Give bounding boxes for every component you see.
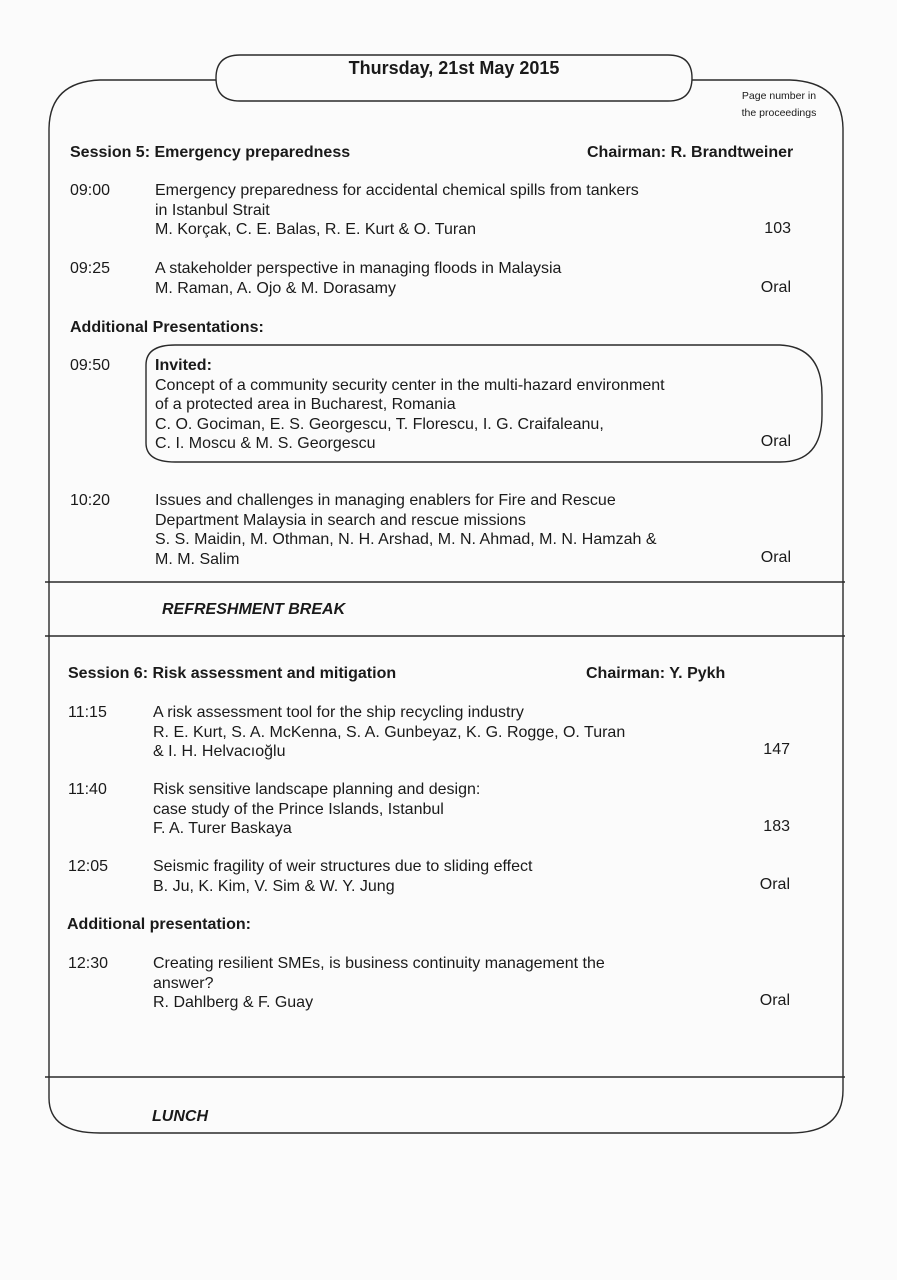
talk-entry <box>153 954 605 1013</box>
talk-entry <box>155 181 639 240</box>
talk-authors: M. M. Salim <box>155 550 240 568</box>
talk-title-line: Department Malaysia in search and rescue missions <box>155 511 526 529</box>
talk-title-line: of a protected area in Bucharest, Romania <box>155 396 456 413</box>
talk-page-number: Oral <box>759 992 790 1009</box>
page-date-title: Thursday, 21st May 2015 <box>348 58 560 78</box>
talk-title-line: Concept of a community security center in the multi-hazard environment <box>155 376 665 394</box>
talk-authors: C. I. Moscu & M. S. Georgescu <box>155 435 376 452</box>
talk-page-number: Oral <box>760 433 791 450</box>
talk-title-line: in Istanbul Strait <box>155 201 270 219</box>
talk-page-number: 103 <box>764 220 791 237</box>
talk-entry <box>155 491 657 569</box>
invited-label: Invited: <box>155 357 212 374</box>
talk-authors: M. Korçak, C. E. Balas, R. E. Kurt & O. Turan <box>155 221 476 238</box>
talk-title-line: Risk sensitive landscape planning and design: <box>153 781 481 798</box>
session6-chair: Chairman: Y. Pykh <box>586 665 726 682</box>
talk-title-line: Seismic fragility of weir structures due to sliding effect <box>153 858 533 875</box>
talk-time: 09:00 <box>70 182 111 199</box>
session6-title: Session 6: Risk assessment and mitigation <box>68 665 397 682</box>
talk-title-line: A risk assessment tool for the ship recycling industry <box>153 704 524 721</box>
page-number-note <box>724 88 834 122</box>
talk-title-line: Emergency preparedness for accidental chemical spills from tankers <box>155 182 639 199</box>
talk-title-line: Issues and challenges in managing enablers for Fire and Rescue <box>155 492 616 509</box>
talk-title-line: Creating resilient SMEs, is business continuity management the <box>153 955 605 972</box>
talk-page-number: Oral <box>759 876 790 893</box>
additional-presentations-label: Additional Presentations: <box>70 319 264 336</box>
talk-page-number: Oral <box>760 549 791 566</box>
talk-authors: B. Ju, K. Kim, V. Sim & W. Y. Jung <box>153 877 395 895</box>
talk-page-number: 147 <box>763 741 790 758</box>
talk-authors: F. A. Turer Baskaya <box>153 820 292 837</box>
session5-title: Session 5: Emergency preparedness <box>70 144 351 161</box>
talk-title-line: case study of the Prince Islands, Istanbul <box>153 800 444 818</box>
talk-time: 12:30 <box>68 955 109 972</box>
talk-time: 09:25 <box>70 260 111 277</box>
page-number-note-line1: Page number in <box>741 90 817 102</box>
talk-authors: R. Dahlberg & F. Guay <box>153 994 314 1011</box>
talk-authors: C. O. Gociman, E. S. Georgescu, T. Florescu, I. G. Craifaleanu, <box>155 415 604 433</box>
talk-title-line: answer? <box>153 974 214 992</box>
session5-chair: Chairman: R. Brandtweiner <box>587 144 794 161</box>
lunch-label: LUNCH <box>152 1108 208 1125</box>
talk-authors: & I. H. Helvacıoğlu <box>153 743 286 760</box>
talk-entry <box>153 780 480 839</box>
talk-time: 11:15 <box>68 704 107 721</box>
talk-entry <box>153 857 532 896</box>
talk-authors: S. S. Maidin, M. Othman, N. H. Arshad, M. N. Ahmad, M. N. Hamzah & <box>155 531 657 548</box>
talk-page-number: 183 <box>763 818 790 835</box>
talk-entry <box>153 703 625 762</box>
talk-page-number: Oral <box>760 279 791 296</box>
refreshment-break-label: REFRESHMENT BREAK <box>162 601 346 618</box>
talk-time: 10:20 <box>70 492 111 509</box>
talk-time: 09:50 <box>70 357 111 374</box>
talk-authors: M. Raman, A. Ojo & M. Dorasamy <box>155 279 396 297</box>
additional-presentation-label: Additional presentation: <box>67 916 251 933</box>
page-number-note-line2: the proceedings <box>741 107 817 119</box>
talk-time: 12:05 <box>68 858 109 875</box>
talk-title-line: A stakeholder perspective in managing floods in Malaysia <box>155 260 562 277</box>
talk-entry-invited <box>155 356 665 454</box>
talk-authors: R. E. Kurt, S. A. McKenna, S. A. Gunbeyaz, K. G. Rogge, O. Turan <box>153 723 626 741</box>
talk-entry <box>155 259 561 298</box>
talk-time: 11:40 <box>68 781 107 798</box>
